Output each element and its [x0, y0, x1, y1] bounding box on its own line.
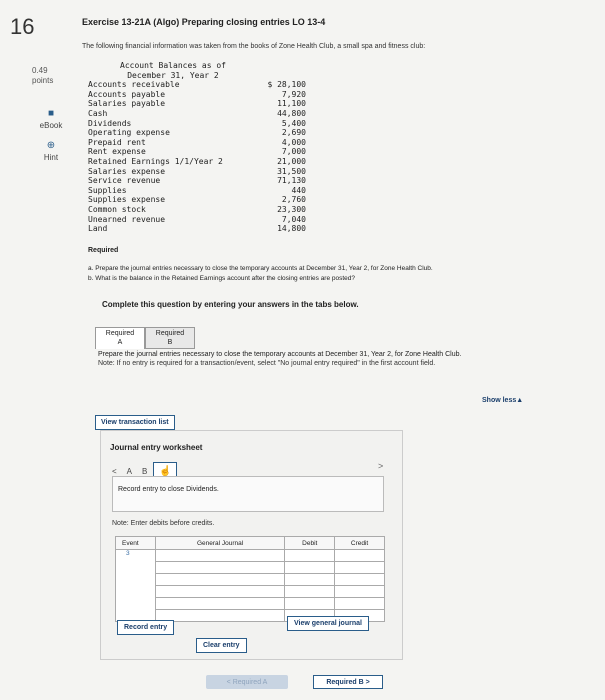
balance-amount: 71,130: [277, 176, 306, 186]
sidebar-item-label: eBook: [39, 121, 63, 130]
previous-required-button: < Required A: [206, 675, 288, 689]
debit-input[interactable]: [285, 586, 335, 598]
balance-account: Retained Earnings 1/1/Year 2: [88, 156, 223, 166]
balance-account: Salaries expense: [88, 166, 166, 176]
instruction-note: Note: If no entry is required for a transaction/event, select "No journal entry required" in the first account field.: [98, 360, 436, 367]
balance-account: Accounts payable: [88, 89, 166, 99]
balance-amount: 23,300: [277, 204, 306, 214]
complete-instruction: Complete this question by entering your answers in the tabs below.: [102, 300, 359, 309]
table-row: [116, 574, 385, 586]
record-entry-button[interactable]: Record entry: [117, 620, 174, 635]
credit-input[interactable]: [335, 550, 385, 562]
balance-row: [88, 224, 306, 234]
required-list: [88, 264, 433, 284]
account-balances-table: [88, 61, 306, 234]
balance-account: Cash: [88, 108, 108, 118]
view-transaction-list-button[interactable]: View transaction list: [95, 415, 175, 430]
account-input[interactable]: [155, 610, 284, 622]
column-general-journal: General Journal: [155, 537, 284, 550]
table-row: [116, 586, 385, 598]
balance-account: Prepaid rent: [88, 137, 146, 147]
sidebar-item-hint[interactable]: [30, 141, 72, 162]
balance-account: Dividends: [88, 118, 132, 128]
balance-account: Salaries payable: [88, 99, 166, 109]
balance-amount: 44,800: [277, 108, 306, 118]
table-row: [116, 550, 385, 562]
balance-row: [88, 80, 306, 90]
balance-row: [88, 195, 306, 205]
table-row: [116, 562, 385, 574]
balance-amount: 7,040: [281, 214, 306, 224]
balance-row: [88, 138, 306, 148]
journal-grid: [115, 536, 385, 622]
required-a-text: a. Prepare the journal entries necessary to close the temporary accounts at December 31, Year 2, for Zone Health Club.: [88, 265, 433, 272]
required-heading: Required: [88, 247, 119, 254]
worksheet-description: Record entry to close Dividends.: [118, 486, 219, 493]
balance-amount: 11,100: [277, 99, 306, 109]
balance-account: Accounts receivable: [88, 80, 180, 90]
balance-row: [88, 186, 306, 196]
balance-account: Supplies: [88, 185, 127, 195]
balance-amount: 14,800: [277, 224, 306, 234]
balance-account: Rent expense: [88, 147, 146, 157]
table-row: [116, 598, 385, 610]
column-credit: Credit: [335, 537, 385, 550]
account-input[interactable]: [155, 550, 284, 562]
balance-row: [88, 109, 306, 119]
credit-input[interactable]: [335, 574, 385, 586]
worksheet-prev-arrow[interactable]: <: [112, 466, 117, 476]
balance-amount: 7,920: [281, 89, 306, 99]
debit-input[interactable]: [285, 562, 335, 574]
view-general-journal-button[interactable]: View general journal: [287, 616, 369, 631]
debit-input[interactable]: [285, 598, 335, 610]
required-b-text: b. What is the balance in the Retained Earnings account after the closing entries are posted?: [88, 275, 356, 282]
show-less-link[interactable]: Show less▲: [482, 397, 524, 404]
sidebar-item-ebook[interactable]: [30, 109, 72, 130]
balance-row: [88, 176, 306, 186]
debit-input[interactable]: [285, 550, 335, 562]
event-number: 3: [116, 550, 156, 622]
next-required-button[interactable]: Required B >: [313, 675, 383, 689]
required-tabs: [95, 327, 195, 349]
balances-header: Account Balances as of December 31, Year 2: [120, 61, 226, 80]
balance-amount: 2,760: [281, 195, 306, 205]
instruction-text: Prepare the journal entries necessary to close the temporary accounts at December 31, Year 2, for Zone Health Club.: [98, 351, 462, 358]
worksheet-description-box: [112, 476, 384, 512]
column-debit: Debit: [285, 537, 335, 550]
balance-row: [88, 205, 306, 215]
balance-row: [88, 157, 306, 167]
balance-amount: $ 28,100: [267, 80, 306, 90]
intro-text: The following financial information was taken from the books of Zone Health Club, a small spa and fitness club:: [82, 43, 426, 50]
balance-account: Common stock: [88, 204, 146, 214]
tab-instructions: [98, 350, 518, 368]
credit-input[interactable]: [335, 598, 385, 610]
balance-row: [88, 128, 306, 138]
balance-amount: 31,500: [277, 166, 306, 176]
clear-entry-button[interactable]: Clear entry: [196, 638, 247, 653]
column-event: Event: [116, 537, 156, 550]
balance-amount: 7,000: [281, 147, 306, 157]
hint-icon: ⊕: [46, 140, 56, 151]
tab-required-b[interactable]: Required B: [145, 327, 195, 349]
balance-row: [88, 215, 306, 225]
balance-account: Unearned revenue: [88, 214, 166, 224]
book-icon: ■: [47, 108, 55, 119]
balance-amount: 5,400: [281, 118, 306, 128]
worksheet-step-b[interactable]: B: [142, 466, 148, 476]
sidebar-item-label: Hint: [43, 153, 59, 162]
balance-row: [88, 90, 306, 100]
worksheet-title: Journal entry worksheet: [110, 443, 203, 452]
balance-row: [88, 167, 306, 177]
credit-input[interactable]: [335, 562, 385, 574]
debit-input[interactable]: [285, 574, 335, 586]
balance-account: Service revenue: [88, 176, 161, 186]
pointer-hand-icon: ☝: [153, 462, 177, 480]
worksheet-step-a[interactable]: A: [126, 466, 133, 476]
balance-row: [88, 147, 306, 157]
account-input[interactable]: [155, 562, 284, 574]
account-input[interactable]: [155, 598, 284, 610]
balance-amount: 21,000: [277, 156, 306, 166]
balance-amount: 440: [291, 185, 306, 195]
balance-row: [88, 119, 306, 129]
balance-account: Land: [88, 224, 108, 234]
points-label: 0.49 points: [32, 66, 54, 85]
balance-amount: 2,690: [281, 128, 306, 138]
balance-amount: 4,000: [281, 137, 306, 147]
balance-account: Supplies expense: [88, 195, 166, 205]
worksheet-next-arrow[interactable]: >: [378, 461, 384, 471]
balance-account: Operating expense: [88, 128, 170, 138]
credit-input[interactable]: [335, 586, 385, 598]
balance-row: [88, 99, 306, 109]
tab-required-a[interactable]: Required A: [95, 327, 145, 349]
worksheet-note: Note: Enter debits before credits.: [112, 520, 215, 527]
account-input[interactable]: [155, 574, 284, 586]
exercise-title: Exercise 13-21A (Algo) Preparing closing entries LO 13-4: [82, 17, 326, 27]
question-number: 16: [10, 14, 35, 39]
account-input[interactable]: [155, 586, 284, 598]
